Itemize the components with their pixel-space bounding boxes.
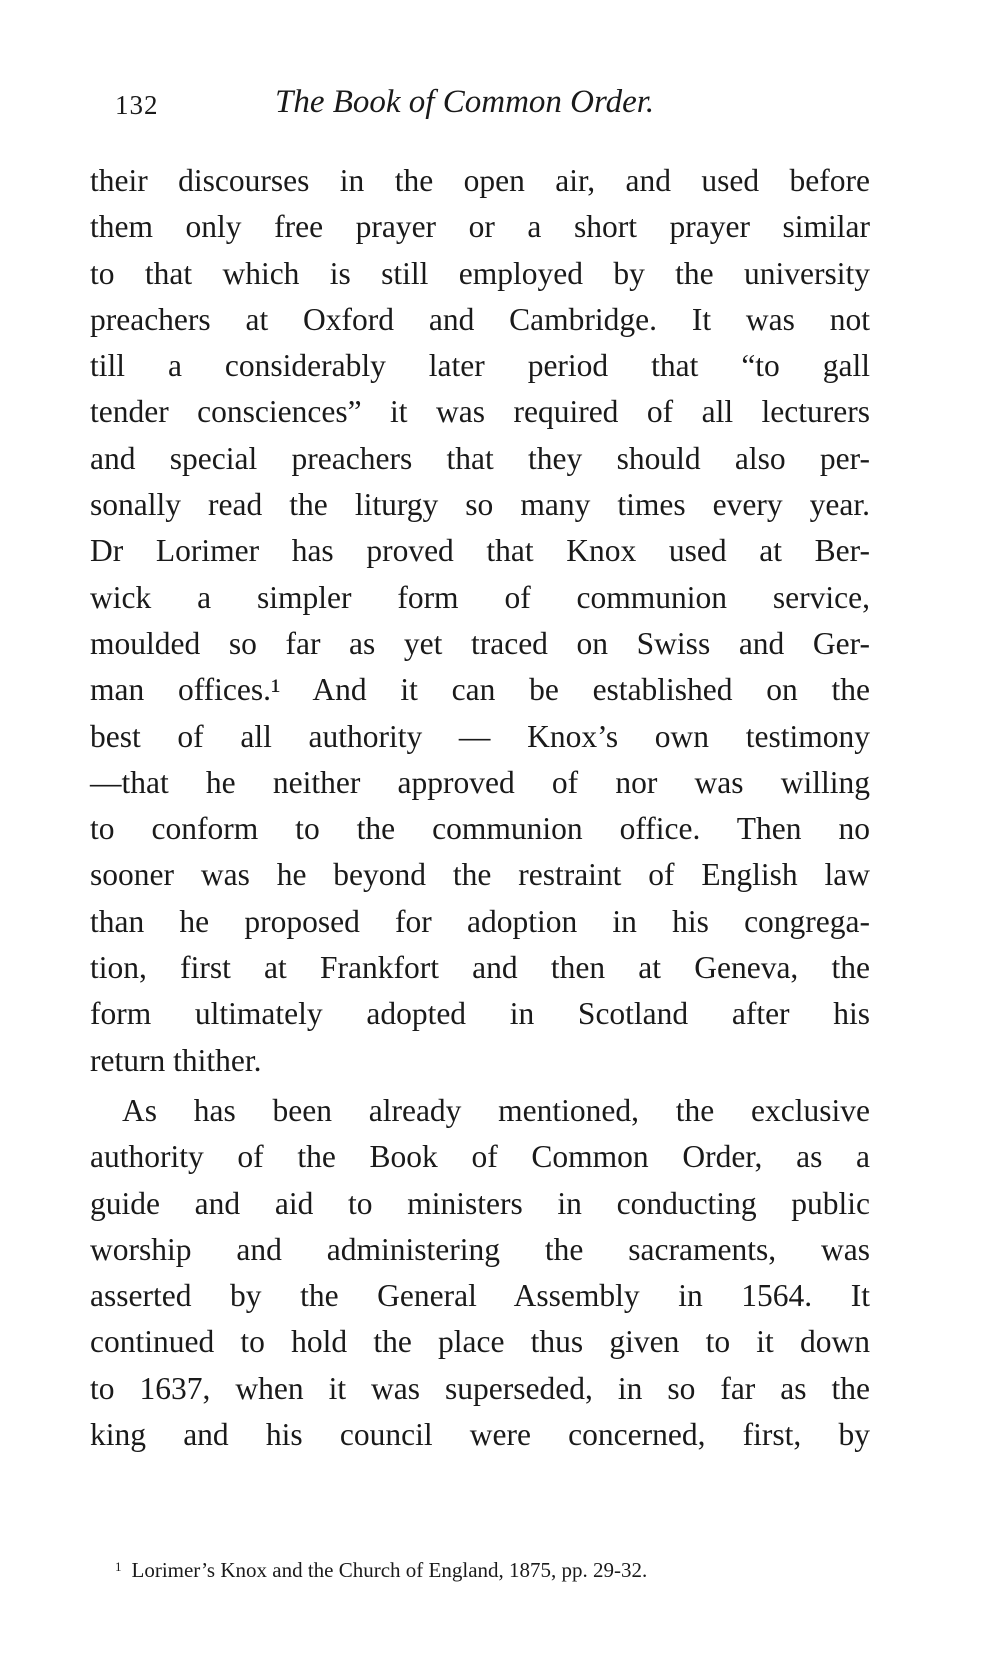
text-line: wick a simpler form of communion service, (90, 579, 870, 615)
text-line: —that he neither approved of nor was willing (90, 764, 870, 800)
text-line: Dr Lorimer has proved that Knox used at Ber- (90, 533, 870, 569)
text-line: moulded so far as yet traced on Swiss and Ger- (90, 625, 870, 661)
footnote (115, 1558, 875, 1583)
text-line: their discourses in the open air, and used before (90, 163, 870, 198)
text-line: continued to hold the place thus given to it down (90, 1324, 870, 1360)
text-line: sooner was he beyond the restraint of English law (90, 857, 870, 893)
page-number: 132 (115, 90, 159, 120)
text-line: worship and administering the sacraments, was (90, 1231, 870, 1267)
text-line: form ultimately adopted in Scotland after his (90, 996, 870, 1032)
text-line: preachers at Oxford and Cambridge. It was not (90, 301, 870, 337)
text-line: authority of the Book of Common Order, as a (90, 1139, 870, 1175)
text-line: tender consciences” it was required of all lecturers (90, 394, 870, 430)
footnote-text: Lorimer’s Knox and the Church of England, 1875, pp. 29-32. (131, 1558, 648, 1582)
running-header (115, 84, 885, 132)
text-line: man offices.¹ And it can be established on the (90, 672, 870, 708)
text-line: return thither. (90, 1042, 262, 1078)
running-title: The Book of Common Order. (275, 84, 655, 120)
text-line: them only free prayer or a short prayer similar (90, 209, 870, 245)
text-line: to 1637, when it was superseded, in so far as the (90, 1370, 870, 1406)
text-line: asserted by the General Assembly in 1564. It (90, 1278, 870, 1314)
text-line: best of all authority — Knox’s own testimony (90, 718, 870, 754)
text-line: sonally read the liturgy so many times every year. (90, 487, 870, 523)
footnote-marker: 1 (115, 1559, 122, 1574)
text-line: king and his council were concerned, first, by (90, 1417, 870, 1453)
text-line: to conform to the communion office. Then no (90, 811, 870, 847)
text-line: than he proposed for adoption in his congrega- (90, 903, 870, 939)
text-line: and special preachers that they should also per- (90, 440, 870, 476)
body-text (90, 158, 870, 1458)
text-line: tion, first at Frankfort and then at Geneva, the (90, 950, 870, 986)
text-line: to that which is still employed by the university (90, 255, 870, 291)
text-line: As has been already mentioned, the exclusive (122, 1092, 870, 1128)
text-line: till a considerably later period that “to gall (90, 348, 870, 384)
text-line: guide and aid to ministers in conducting public (90, 1185, 870, 1221)
